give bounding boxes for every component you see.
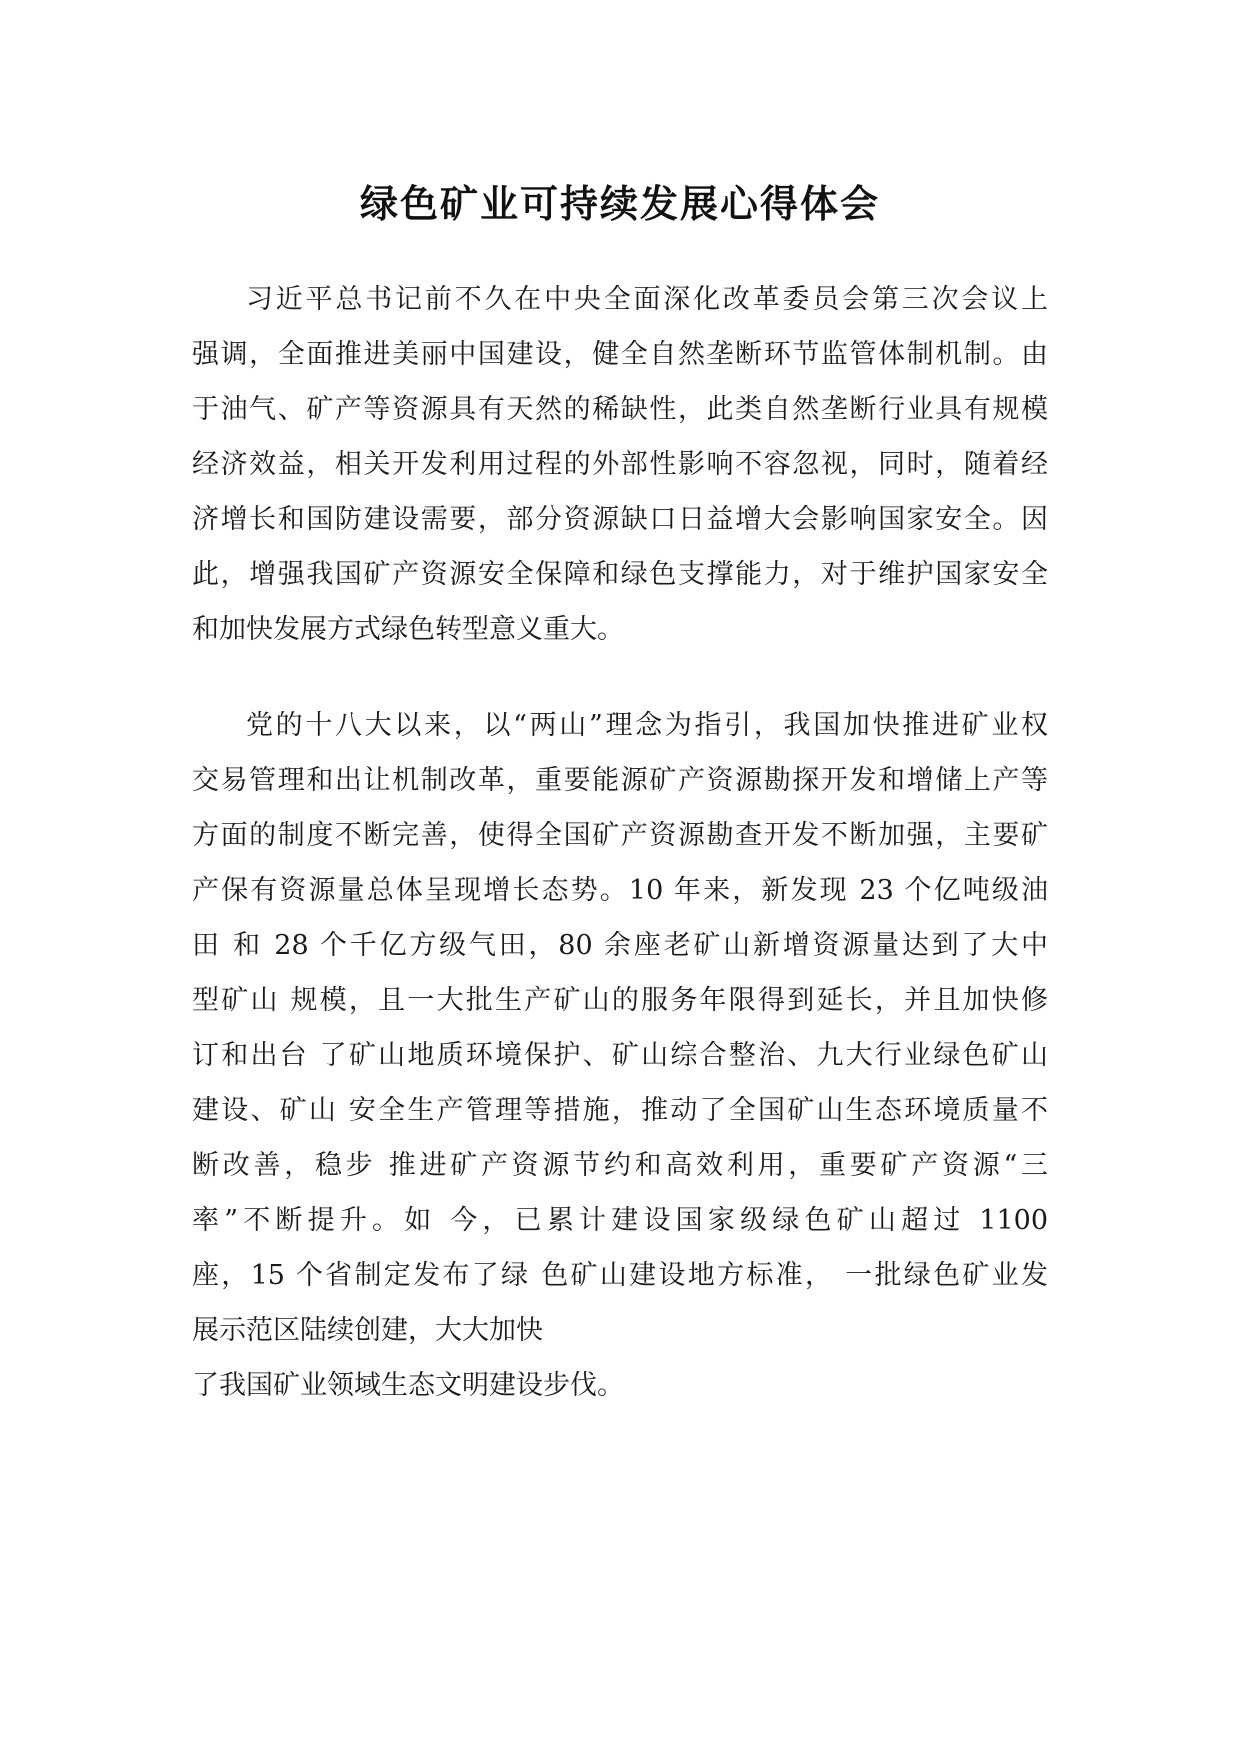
paragraph-line: 党的十八大以来，以“两山”理念为指引，我国加快推进矿业权 xyxy=(246,710,1048,741)
paragraph-line: 展示范区陆续创建，大大加快 xyxy=(192,1315,543,1346)
paragraph-line: 了我国矿业领域生态文明建设步伐。 xyxy=(192,1370,624,1401)
document-title: 绿色矿业可持续发展心得体会 xyxy=(359,182,880,226)
paragraph-line: 型矿山 规模，且一大批生产矿山的服务年限得到延长，并且加快修 xyxy=(192,985,1048,1016)
paragraph-line: 订和出台 了矿山地质环境保护、矿山综合整治、九大行业绿色矿山 xyxy=(192,1040,1048,1071)
paragraph-line: 断改善，稳步 推进矿产资源节约和高效利用，重要矿产资源“三 xyxy=(192,1150,1048,1181)
paragraph-line: 田 和 28 个千亿方级气田，80 余座老矿山新增资源量达到了大中 xyxy=(192,930,1048,961)
paragraph-line: 经济效益，相关开发利用过程的外部性影响不容忽视，同时，随着经 xyxy=(192,449,1048,480)
paragraph-line: 座，15 个省制定发布了绿 色矿山建设地方标准， 一批绿色矿业发 xyxy=(192,1260,1048,1291)
paragraph-line: 和加快发展方式绿色转型意义重大。 xyxy=(192,614,624,645)
paragraph-line: 习近平总书记前不久在中央全面深化改革委员会第三次会议上 xyxy=(246,284,1048,315)
paragraph-line: 强调，全面推进美丽中国建设，健全自然垄断环节监管体制机制。由 xyxy=(192,339,1048,370)
paragraph-line: 交易管理和出让机制改革，重要能源矿产资源勘探开发和增储上产等 xyxy=(192,765,1048,796)
paragraph-line: 率”不断提升。如 今，已累计建设国家级绿色矿山超过 1100 xyxy=(192,1205,1048,1236)
paragraph-line: 方面的制度不断完善，使得全国矿产资源勘查开发不断加强，主要矿 xyxy=(192,820,1048,851)
paragraph-1 xyxy=(192,272,1048,657)
paragraph-line: 建设、矿山 安全生产管理等措施，推动了全国矿山生态环境质量不 xyxy=(192,1095,1048,1126)
paragraph-line: 产保有资源量总体呈现增长态势。10 年来，新发现 23 个亿吨级油 xyxy=(192,875,1048,906)
paragraph-line: 此，增强我国矿产资源安全保障和绿色支撑能力，对于维护国家安全 xyxy=(192,559,1048,590)
paragraph-2 xyxy=(192,698,1048,1413)
paragraph-line: 于油气、矿产等资源具有天然的稀缺性，此类自然垄断行业具有规模 xyxy=(192,394,1048,425)
paragraph-line: 济增长和国防建设需要，部分资源缺口日益增大会影响国家安全。因 xyxy=(192,504,1048,535)
